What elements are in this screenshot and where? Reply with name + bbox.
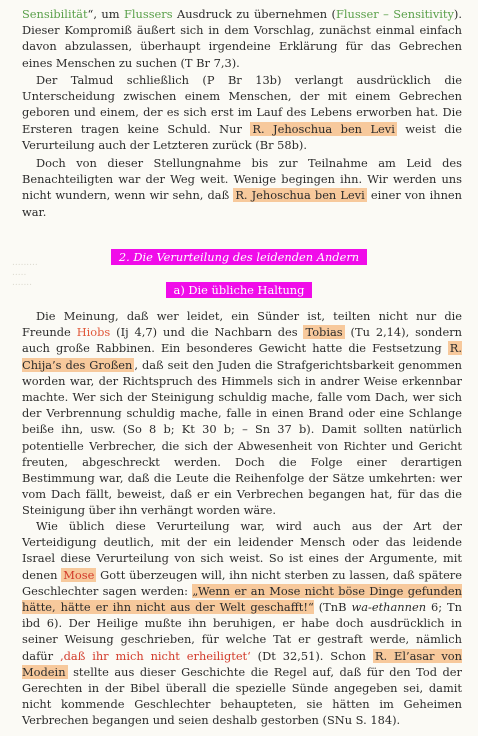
author-flusser: Flussers — [123, 7, 173, 21]
reference-flusser: Flusser – Sensitivity — [335, 7, 454, 21]
text-span: 6; Tn ibd 6). Der Heilige mußte ihn beruhigen, er habe doch ausdrücklich in seiner Weisung geschrieben, für welche Tat er gestraft werde, nämlich dafür — [22, 600, 462, 663]
text-span: Ausdruck zu übernehmen ( — [172, 7, 336, 21]
paragraph-defense — [22, 518, 462, 729]
subsection-title: a) Die übliche Haltung — [166, 282, 313, 298]
name-jehoschua-ben-levi: R. Jehoschua ben Levi — [235, 188, 365, 203]
paragraph-talmud — [22, 72, 462, 153]
name-hiob: Hiobs — [76, 325, 111, 340]
paragraph-compromise — [22, 6, 462, 71]
bleed-through-text: ......... ..... ....... — [12, 258, 38, 288]
text-span: (Tu 2,14), sondern auch große Rabbinen. Ein besonderes Gewicht hatte die Festsetzung — [22, 325, 462, 356]
subsection-heading — [0, 279, 478, 298]
text-span: Wie üblich diese Verurteilung war, wird auch aus der Art der Verteidigung deutlich, mit der ein leidender Mensch oder das leidende Israel diese Verurteilung von sich weist. So ist eines der Argumente, mit denen — [22, 519, 462, 582]
name-elasar-von-modein: R. El’asar von Modein — [22, 648, 463, 679]
term-sensibilitaet: Sensibilität — [22, 7, 88, 21]
source-italic: wa-ethannen — [351, 600, 427, 615]
text-span: (Dt 32,51). Schon — [250, 648, 373, 663]
section-heading — [0, 246, 478, 265]
quote-mose: „Wenn er an Mose nicht böse Dinge gefunden hätte, hätte er ihn nicht aus der Welt geschafft!“ — [22, 583, 462, 615]
quote-deuteronomy: ‚daß ihr mich nicht erheiligtet‘ — [59, 648, 251, 663]
section-title: 2. Die Verurteilung des leidenden Andern — [111, 249, 367, 265]
name-chija: R. Chija’s des Großen — [22, 341, 462, 372]
name-tobias: Tobias — [305, 325, 343, 340]
text-span: Gott überzeugen will, ihn nicht sterben zu lassen, daß spätere Geschlechter sagen werden: — [22, 567, 462, 598]
text-span: einer von ihnen war. — [22, 188, 462, 219]
paragraph-stance — [22, 155, 462, 220]
text-span: “, um — [87, 7, 124, 21]
text-span: weist die Verurteilung auch der Letzteren zurück (Br 58b). — [22, 121, 462, 152]
name-mose: Mose — [63, 567, 95, 582]
text-span: stellte aus dieser Geschichte die Regel auf, daß für den Tod der Gerechten in der Bibel überall die spezielle Sünde angegeben sei, damit nicht kommende Geschlechter behaupteten, sie hätten im Geheimen Verbrechen begangen und seien deshalb gestorben (SNu S. 184). — [22, 664, 462, 728]
text-span: ). Dieser Kompromiß äußert sich in dem Vorschlag, zunächst einmal einfach davon abzulassen, überhaupt irgendeine Erklärung für das Gebrechen eines Menschen zu suchen (T Br 7,3). — [22, 7, 462, 70]
text-span: Die Meinung, daß wer leidet, ein Sünder ist, teilten nicht nur die Freunde — [22, 309, 462, 340]
paragraph-opinion — [22, 308, 462, 519]
text-span: Doch von dieser Stellungnahme bis zur Teilnahme am Leid des Benachteiligten war der Weg weit. Wenige begingen ihn. Wir werden uns nicht wundern, wenn wir sehn, daß — [22, 156, 462, 203]
text-span: Der Talmud schließlich (P Br 13b) verlangt ausdrücklich die Unterscheidung zwischen einem Menschen, der mit einem Gebrechen geboren und einem, der es sich erst im Lauf des Lebens erworben hat. Die Ersteren tragen keine Schuld. Nur — [22, 73, 462, 136]
text-span: , daß seit den Juden die Strafgerichtsbarkeit genommen worden war, der Richtspruch des Himmels sich in andrer Weise erkennbar machte. Wer sich der Steinigung schuldig mache, falle vom Dach, wer sich der Verbrennung schuldig mache, falle in einen Brand oder eine Schlange beiße ihn, usw. (So 8 b; Kt 30 b; – Sn 37 b). Damit sollten natürlich potentielle Verbrecher, die sich der Abwesenheit von Richter und Gericht freuten, abgeschreckt werden. Doch die Folge einer derartigen Bestimmung war, daß die Leute die Reihenfolge der Sätze umkehrten: wer vom Dach fällt, beweist, daß er ein Verbrechen begangen hat, für das die Steinigung über ihn verhängt worden wäre. — [22, 357, 462, 518]
text-span: (TnB — [313, 600, 352, 615]
name-jehoschua-ben-levi: R. Jehoschua ben Levi — [252, 121, 395, 136]
text-span: (Ij 4,7) und die Nachbarn des — [110, 325, 304, 340]
